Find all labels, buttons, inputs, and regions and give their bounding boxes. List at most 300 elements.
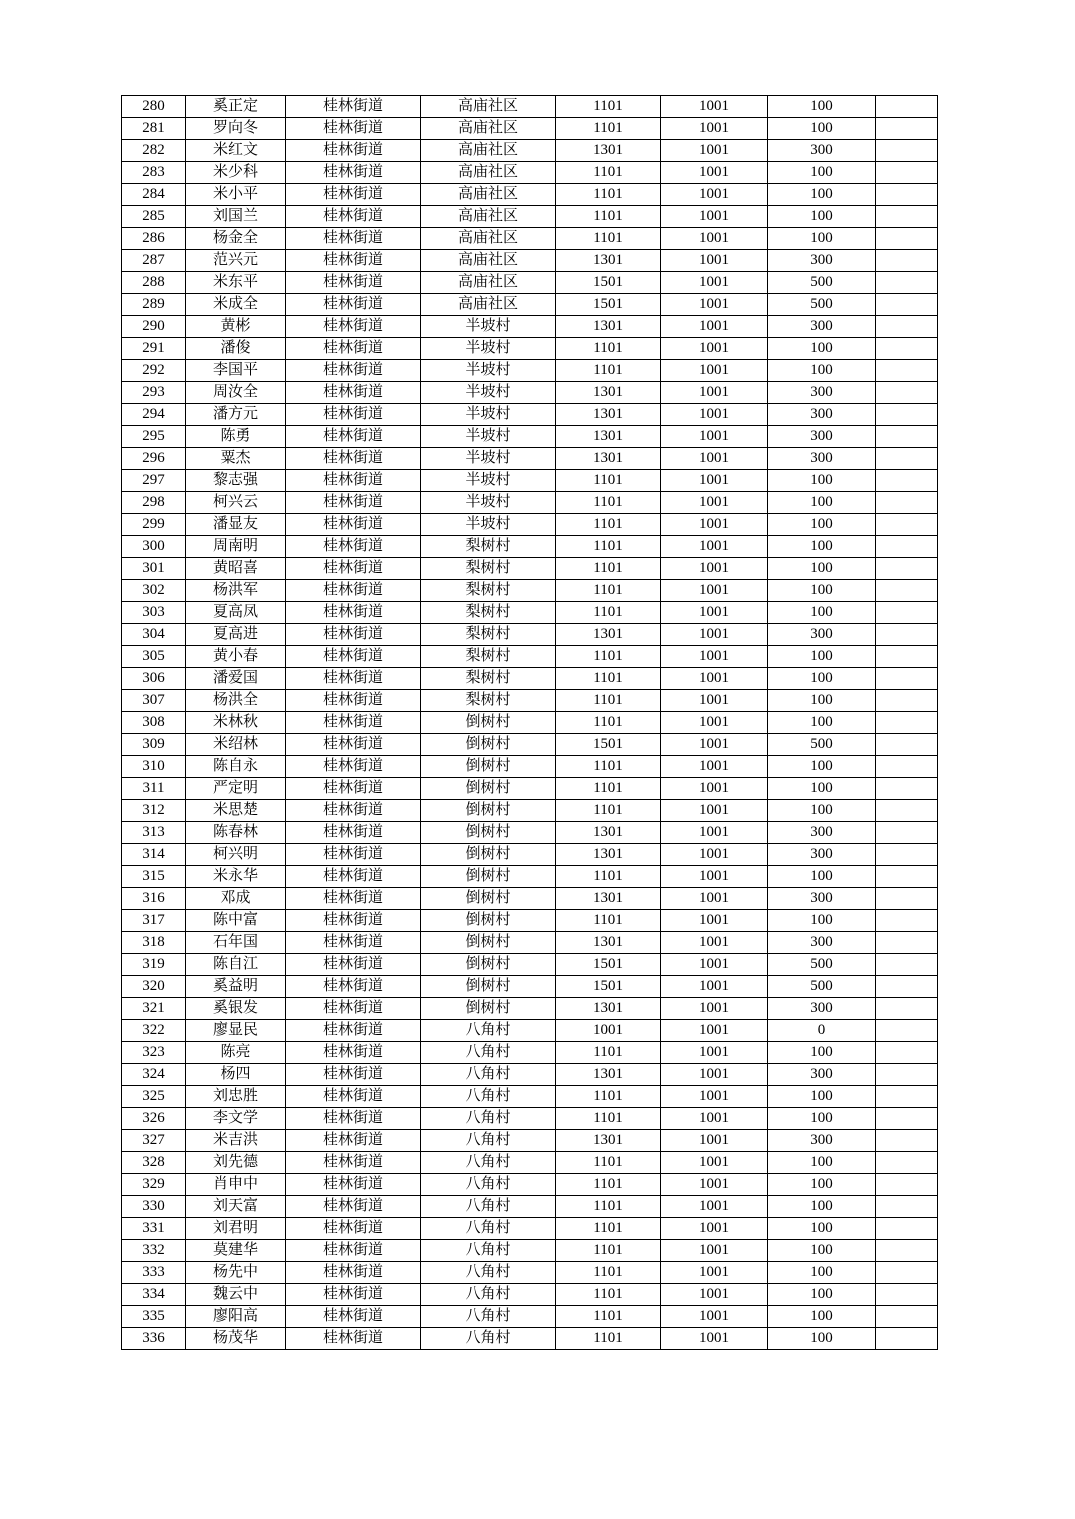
cell-number: 292 (122, 360, 186, 382)
cell-value-1: 1101 (556, 118, 661, 140)
cell-value-1: 1301 (556, 888, 661, 910)
cell-name: 潘显友 (186, 514, 286, 536)
cell-remark (876, 228, 938, 250)
cell-value-3: 100 (768, 1240, 876, 1262)
table-row (122, 580, 938, 602)
cell-number: 307 (122, 690, 186, 712)
cell-street: 桂林街道 (286, 668, 421, 690)
cell-value-3: 300 (768, 426, 876, 448)
cell-value-1: 1101 (556, 96, 661, 118)
cell-street: 桂林街道 (286, 360, 421, 382)
cell-street: 桂林街道 (286, 932, 421, 954)
cell-village: 梨树村 (421, 558, 556, 580)
cell-street: 桂林街道 (286, 1306, 421, 1328)
cell-number: 285 (122, 206, 186, 228)
cell-value-1: 1101 (556, 690, 661, 712)
cell-value-1: 1101 (556, 360, 661, 382)
cell-remark (876, 1020, 938, 1042)
cell-name: 黄昭喜 (186, 558, 286, 580)
cell-value-2: 1001 (661, 888, 768, 910)
cell-name: 潘方元 (186, 404, 286, 426)
table-row (122, 800, 938, 822)
cell-value-3: 100 (768, 712, 876, 734)
cell-value-1: 1301 (556, 624, 661, 646)
cell-number: 299 (122, 514, 186, 536)
cell-value-2: 1001 (661, 492, 768, 514)
cell-value-2: 1001 (661, 646, 768, 668)
cell-street: 桂林街道 (286, 646, 421, 668)
cell-value-3: 300 (768, 888, 876, 910)
cell-value-2: 1001 (661, 140, 768, 162)
cell-value-3: 500 (768, 954, 876, 976)
cell-village: 高庙社区 (421, 184, 556, 206)
cell-value-2: 1001 (661, 184, 768, 206)
cell-number: 319 (122, 954, 186, 976)
table-row (122, 404, 938, 426)
cell-value-3: 100 (768, 96, 876, 118)
cell-value-2: 1001 (661, 382, 768, 404)
cell-value-3: 0 (768, 1020, 876, 1042)
cell-street: 桂林街道 (286, 866, 421, 888)
cell-name: 杨洪全 (186, 690, 286, 712)
cell-value-1: 1301 (556, 382, 661, 404)
cell-street: 桂林街道 (286, 536, 421, 558)
cell-village: 高庙社区 (421, 140, 556, 162)
cell-remark (876, 558, 938, 580)
cell-street: 桂林街道 (286, 250, 421, 272)
cell-value-2: 1001 (661, 1284, 768, 1306)
cell-value-3: 300 (768, 382, 876, 404)
cell-name: 陈自永 (186, 756, 286, 778)
cell-number: 298 (122, 492, 186, 514)
cell-street: 桂林街道 (286, 976, 421, 998)
cell-village: 倒树村 (421, 756, 556, 778)
cell-remark (876, 1064, 938, 1086)
table-row (122, 228, 938, 250)
cell-remark (876, 1108, 938, 1130)
cell-number: 322 (122, 1020, 186, 1042)
cell-number: 297 (122, 470, 186, 492)
cell-remark (876, 580, 938, 602)
cell-street: 桂林街道 (286, 558, 421, 580)
cell-value-1: 1101 (556, 338, 661, 360)
cell-remark (876, 998, 938, 1020)
cell-value-1: 1301 (556, 1064, 661, 1086)
cell-number: 321 (122, 998, 186, 1020)
cell-value-1: 1101 (556, 1262, 661, 1284)
cell-village: 八角村 (421, 1218, 556, 1240)
cell-name: 黄彬 (186, 316, 286, 338)
cell-street: 桂林街道 (286, 602, 421, 624)
cell-street: 桂林街道 (286, 1196, 421, 1218)
cell-number: 311 (122, 778, 186, 800)
cell-name: 刘忠胜 (186, 1086, 286, 1108)
cell-value-2: 1001 (661, 96, 768, 118)
cell-remark (876, 800, 938, 822)
cell-value-3: 100 (768, 118, 876, 140)
cell-remark (876, 448, 938, 470)
cell-name: 米绍林 (186, 734, 286, 756)
cell-remark (876, 690, 938, 712)
cell-remark (876, 492, 938, 514)
cell-value-3: 100 (768, 470, 876, 492)
cell-value-2: 1001 (661, 316, 768, 338)
cell-remark (876, 294, 938, 316)
cell-remark (876, 184, 938, 206)
cell-number: 316 (122, 888, 186, 910)
cell-street: 桂林街道 (286, 228, 421, 250)
cell-street: 桂林街道 (286, 272, 421, 294)
cell-remark (876, 602, 938, 624)
cell-value-1: 1101 (556, 1218, 661, 1240)
cell-value-1: 1101 (556, 1240, 661, 1262)
cell-value-2: 1001 (661, 448, 768, 470)
cell-name: 罗向冬 (186, 118, 286, 140)
cell-village: 八角村 (421, 1042, 556, 1064)
cell-street: 桂林街道 (286, 778, 421, 800)
cell-number: 303 (122, 602, 186, 624)
cell-street: 桂林街道 (286, 954, 421, 976)
cell-value-3: 100 (768, 162, 876, 184)
cell-remark (876, 1284, 938, 1306)
cell-value-1: 1101 (556, 514, 661, 536)
cell-value-1: 1301 (556, 448, 661, 470)
cell-name: 潘俊 (186, 338, 286, 360)
cell-value-3: 500 (768, 734, 876, 756)
cell-street: 桂林街道 (286, 756, 421, 778)
cell-value-1: 1101 (556, 492, 661, 514)
cell-remark (876, 712, 938, 734)
cell-village: 八角村 (421, 1284, 556, 1306)
cell-name: 米红文 (186, 140, 286, 162)
cell-village: 八角村 (421, 1174, 556, 1196)
cell-value-2: 1001 (661, 866, 768, 888)
cell-street: 桂林街道 (286, 1174, 421, 1196)
cell-village: 半坡村 (421, 316, 556, 338)
table-row (122, 536, 938, 558)
cell-street: 桂林街道 (286, 448, 421, 470)
cell-value-2: 1001 (661, 1218, 768, 1240)
cell-village: 半坡村 (421, 448, 556, 470)
cell-value-2: 1001 (661, 1306, 768, 1328)
cell-value-2: 1001 (661, 426, 768, 448)
cell-number: 291 (122, 338, 186, 360)
table-row (122, 1306, 938, 1328)
cell-street: 桂林街道 (286, 624, 421, 646)
cell-value-3: 100 (768, 1152, 876, 1174)
cell-remark (876, 316, 938, 338)
cell-value-3: 100 (768, 1174, 876, 1196)
cell-street: 桂林街道 (286, 1262, 421, 1284)
cell-value-3: 100 (768, 1108, 876, 1130)
cell-value-1: 1101 (556, 1328, 661, 1350)
cell-value-1: 1501 (556, 734, 661, 756)
cell-number: 320 (122, 976, 186, 998)
cell-remark (876, 1152, 938, 1174)
cell-village: 半坡村 (421, 492, 556, 514)
cell-village: 倒树村 (421, 866, 556, 888)
cell-value-3: 300 (768, 316, 876, 338)
cell-number: 333 (122, 1262, 186, 1284)
cell-value-2: 1001 (661, 558, 768, 580)
cell-value-1: 1101 (556, 536, 661, 558)
cell-value-2: 1001 (661, 602, 768, 624)
cell-value-3: 100 (768, 690, 876, 712)
table-row (122, 558, 938, 580)
cell-value-3: 100 (768, 1196, 876, 1218)
cell-village: 高庙社区 (421, 228, 556, 250)
cell-value-1: 1101 (556, 470, 661, 492)
cell-value-2: 1001 (661, 228, 768, 250)
cell-name: 米小平 (186, 184, 286, 206)
cell-value-3: 100 (768, 228, 876, 250)
cell-village: 八角村 (421, 1306, 556, 1328)
cell-remark (876, 888, 938, 910)
cell-street: 桂林街道 (286, 1064, 421, 1086)
cell-value-2: 1001 (661, 360, 768, 382)
cell-name: 杨洪军 (186, 580, 286, 602)
cell-value-1: 1301 (556, 426, 661, 448)
cell-village: 倒树村 (421, 888, 556, 910)
table-row (122, 998, 938, 1020)
table-row (122, 206, 938, 228)
cell-street: 桂林街道 (286, 1152, 421, 1174)
table-row (122, 844, 938, 866)
cell-remark (876, 756, 938, 778)
cell-number: 329 (122, 1174, 186, 1196)
cell-village: 倒树村 (421, 910, 556, 932)
cell-value-3: 300 (768, 1064, 876, 1086)
cell-street: 桂林街道 (286, 1042, 421, 1064)
cell-street: 桂林街道 (286, 1218, 421, 1240)
cell-number: 326 (122, 1108, 186, 1130)
cell-value-2: 1001 (661, 822, 768, 844)
cell-remark (876, 338, 938, 360)
table-row (122, 712, 938, 734)
cell-value-1: 1101 (556, 1086, 661, 1108)
cell-value-2: 1001 (661, 1064, 768, 1086)
cell-number: 301 (122, 558, 186, 580)
cell-name: 刘君明 (186, 1218, 286, 1240)
cell-village: 倒树村 (421, 932, 556, 954)
cell-number: 331 (122, 1218, 186, 1240)
cell-number: 305 (122, 646, 186, 668)
cell-remark (876, 954, 938, 976)
cell-remark (876, 1218, 938, 1240)
cell-name: 夏高进 (186, 624, 286, 646)
cell-value-3: 500 (768, 272, 876, 294)
cell-street: 桂林街道 (286, 118, 421, 140)
cell-number: 282 (122, 140, 186, 162)
cell-number: 313 (122, 822, 186, 844)
cell-value-2: 1001 (661, 690, 768, 712)
cell-village: 高庙社区 (421, 118, 556, 140)
cell-street: 桂林街道 (286, 162, 421, 184)
cell-number: 323 (122, 1042, 186, 1064)
cell-village: 高庙社区 (421, 250, 556, 272)
cell-number: 332 (122, 1240, 186, 1262)
cell-value-3: 300 (768, 140, 876, 162)
cell-value-3: 100 (768, 206, 876, 228)
cell-value-1: 1101 (556, 1108, 661, 1130)
cell-remark (876, 1240, 938, 1262)
table-row (122, 294, 938, 316)
cell-street: 桂林街道 (286, 1284, 421, 1306)
cell-name: 杨先中 (186, 1262, 286, 1284)
cell-street: 桂林街道 (286, 382, 421, 404)
cell-village: 半坡村 (421, 360, 556, 382)
cell-village: 梨树村 (421, 536, 556, 558)
cell-name: 米林秋 (186, 712, 286, 734)
cell-number: 283 (122, 162, 186, 184)
cell-value-2: 1001 (661, 976, 768, 998)
cell-value-3: 100 (768, 866, 876, 888)
cell-street: 桂林街道 (286, 800, 421, 822)
cell-value-1: 1301 (556, 822, 661, 844)
cell-name: 刘天富 (186, 1196, 286, 1218)
cell-value-2: 1001 (661, 756, 768, 778)
cell-value-2: 1001 (661, 910, 768, 932)
cell-value-3: 100 (768, 580, 876, 602)
table-row (122, 118, 938, 140)
cell-value-1: 1101 (556, 1152, 661, 1174)
cell-name: 廖显民 (186, 1020, 286, 1042)
table-row (122, 910, 938, 932)
cell-number: 324 (122, 1064, 186, 1086)
cell-name: 陈中富 (186, 910, 286, 932)
table-row (122, 624, 938, 646)
cell-remark (876, 1086, 938, 1108)
cell-value-1: 1101 (556, 228, 661, 250)
cell-number: 327 (122, 1130, 186, 1152)
table-row (122, 1108, 938, 1130)
table-row (122, 470, 938, 492)
cell-value-2: 1001 (661, 734, 768, 756)
cell-number: 295 (122, 426, 186, 448)
cell-number: 288 (122, 272, 186, 294)
cell-value-1: 1101 (556, 1196, 661, 1218)
cell-value-3: 300 (768, 822, 876, 844)
cell-value-3: 300 (768, 250, 876, 272)
cell-street: 桂林街道 (286, 822, 421, 844)
cell-village: 高庙社区 (421, 294, 556, 316)
table-row (122, 646, 938, 668)
table-row (122, 1240, 938, 1262)
cell-street: 桂林街道 (286, 140, 421, 162)
cell-village: 八角村 (421, 1152, 556, 1174)
cell-street: 桂林街道 (286, 338, 421, 360)
cell-value-2: 1001 (661, 1328, 768, 1350)
cell-value-1: 1301 (556, 1130, 661, 1152)
cell-number: 312 (122, 800, 186, 822)
cell-value-2: 1001 (661, 294, 768, 316)
cell-value-2: 1001 (661, 1042, 768, 1064)
cell-value-1: 1501 (556, 272, 661, 294)
cell-value-3: 100 (768, 1284, 876, 1306)
cell-village: 倒树村 (421, 844, 556, 866)
cell-remark (876, 404, 938, 426)
cell-remark (876, 1130, 938, 1152)
cell-remark (876, 844, 938, 866)
cell-value-2: 1001 (661, 712, 768, 734)
cell-village: 八角村 (421, 1064, 556, 1086)
cell-value-1: 1501 (556, 976, 661, 998)
cell-remark (876, 1306, 938, 1328)
table-row (122, 1328, 938, 1350)
cell-remark (876, 822, 938, 844)
cell-street: 桂林街道 (286, 998, 421, 1020)
table-row (122, 360, 938, 382)
cell-number: 336 (122, 1328, 186, 1350)
cell-street: 桂林街道 (286, 910, 421, 932)
cell-value-1: 1101 (556, 602, 661, 624)
table-row (122, 976, 938, 998)
table-row (122, 602, 938, 624)
cell-village: 半坡村 (421, 338, 556, 360)
cell-value-3: 300 (768, 998, 876, 1020)
cell-value-3: 100 (768, 756, 876, 778)
cell-value-1: 1101 (556, 756, 661, 778)
table-row (122, 162, 938, 184)
cell-value-1: 1101 (556, 712, 661, 734)
cell-value-3: 100 (768, 1042, 876, 1064)
cell-name: 米东平 (186, 272, 286, 294)
cell-value-1: 1101 (556, 800, 661, 822)
cell-village: 八角村 (421, 1240, 556, 1262)
cell-value-2: 1001 (661, 998, 768, 1020)
table-row (122, 96, 938, 118)
cell-number: 317 (122, 910, 186, 932)
cell-street: 桂林街道 (286, 712, 421, 734)
cell-number: 314 (122, 844, 186, 866)
cell-number: 286 (122, 228, 186, 250)
cell-village: 倒树村 (421, 998, 556, 1020)
cell-name: 夏高凤 (186, 602, 286, 624)
cell-value-2: 1001 (661, 1020, 768, 1042)
cell-value-3: 300 (768, 404, 876, 426)
cell-remark (876, 426, 938, 448)
cell-value-1: 1101 (556, 778, 661, 800)
cell-value-3: 100 (768, 800, 876, 822)
cell-name: 黎志强 (186, 470, 286, 492)
cell-name: 奚银发 (186, 998, 286, 1020)
cell-value-2: 1001 (661, 844, 768, 866)
cell-value-3: 100 (768, 338, 876, 360)
table-body (122, 96, 938, 1350)
cell-name: 陈春林 (186, 822, 286, 844)
cell-value-2: 1001 (661, 668, 768, 690)
cell-village: 倒树村 (421, 954, 556, 976)
cell-name: 米吉洪 (186, 1130, 286, 1152)
cell-value-1: 1001 (556, 1020, 661, 1042)
cell-village: 八角村 (421, 1108, 556, 1130)
table-row (122, 1174, 938, 1196)
cell-street: 桂林街道 (286, 492, 421, 514)
table-row (122, 492, 938, 514)
cell-value-2: 1001 (661, 954, 768, 976)
cell-name: 莫建华 (186, 1240, 286, 1262)
cell-number: 304 (122, 624, 186, 646)
cell-value-2: 1001 (661, 1240, 768, 1262)
table-row (122, 954, 938, 976)
cell-remark (876, 1262, 938, 1284)
cell-street: 桂林街道 (286, 206, 421, 228)
cell-name: 周南明 (186, 536, 286, 558)
cell-value-2: 1001 (661, 118, 768, 140)
cell-number: 328 (122, 1152, 186, 1174)
cell-value-2: 1001 (661, 250, 768, 272)
table-row (122, 690, 938, 712)
